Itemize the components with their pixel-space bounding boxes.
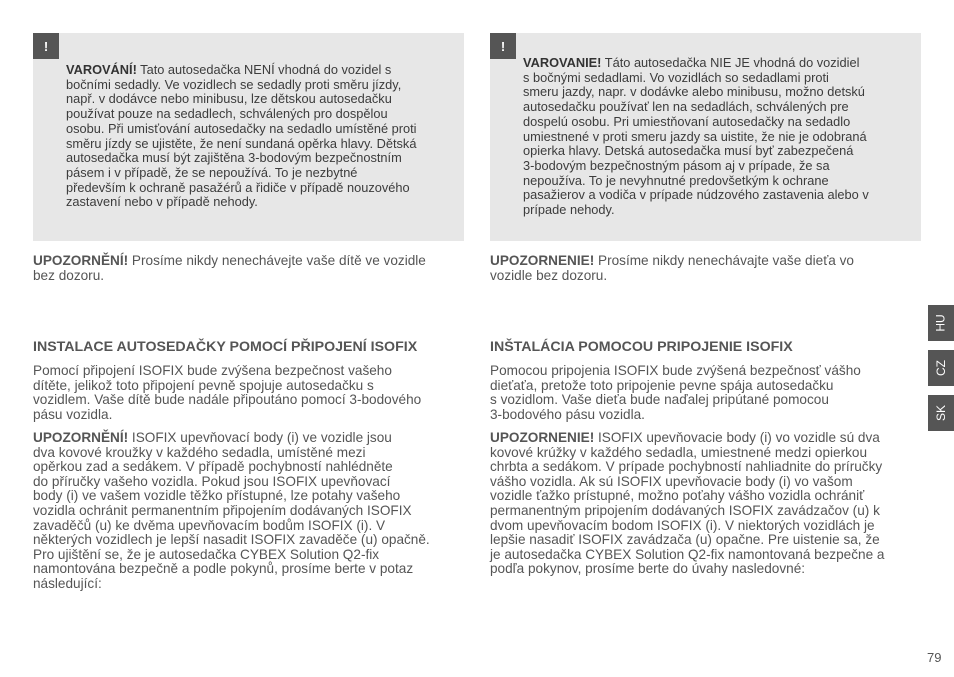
- paragraph-lead: UPOZORNENIE!: [490, 430, 595, 445]
- language-tab-sk[interactable]: SK: [928, 395, 954, 431]
- paragraph-notice-sk: UPOZORNENIE! ISOFIX upevňovacie body (i) vo vozidle sú dva kovové krúžky v každého sedadla, umiestnené medzi opierkou chrbta a sedákom. V prípade pochybností nahliadnite do príručky vášho vozidla. Ak sú ISOFIX upevňovacie body (i) vo vašom vozidle ťažko prístupné, možno poťahy vášho vozidla ochrániť permanentným pripojením dodávaných ISOFIX zavádzačov (u) k dvom upevňovacím bodom ISOFIX (i). V niektorých vozidlách je lepšie nasadiť ISOFIX zavádzača (u) opačne. Pre uistenie sa, že je autosedačka CYBEX Solution Q2-fix namontovaná bezpečne a podľa pokynov, prosíme berte do úvahy nasledovné:: [490, 430, 885, 577]
- warning-text-sk: VAROVANIE! Táto autosedačka NIE JE vhodná do vozidiel s bočnými sedadlami. Vo vozidlách so sedadlami proti smeru jazdy, napr. v dodávke alebo minibusu, možno detskú autosedačku používať len na sedadlách, schválených pre dospelú osobu. Pri umiestňovaní autosedačky na sedadlo umiestnené v proti smeru jazdy sa uistite, že nie je odobraná opierka hlavy. Detská autosedačka musí byť zabezpečená 3-bodovým bezpečnostným pásom aj v prípade, že sa nepoužíva. To je nevyhnutné predovšetkým k ochrane pasažierov a vodiča v prípade núdzového zastavenia alebo v prípade nehody.: [523, 55, 869, 218]
- warning-box-cz: [33, 33, 464, 241]
- paragraph-lead: UPOZORNĚNÍ!: [33, 430, 129, 445]
- note-sk: UPOZORNENIE! Prosíme nikdy nenechávajte vaše dieťa vo vozidle bez dozoru.: [490, 253, 854, 283]
- language-tab-hu[interactable]: HU: [928, 305, 954, 341]
- warning-lead: VAROVANIE!: [523, 55, 602, 70]
- language-tab-cz[interactable]: CZ: [928, 350, 954, 386]
- note-lead: UPOZORNENIE!: [490, 253, 595, 268]
- paragraph-intro-sk: Pomocou pripojenia ISOFIX bude zvýšená bezpečnosť vášho dieťaťa, pretože toto pripojenie pevne spája autosedačku s vozidlom. Vaše dieťa bude naďalej pripútané pomocou 3-bodového pásu vozidla.: [490, 363, 861, 422]
- warning-lead: VAROVÁNÍ!: [66, 62, 137, 77]
- warning-box-sk: [490, 33, 921, 241]
- warning-icon: !: [33, 33, 59, 59]
- warning-icon: !: [490, 33, 516, 59]
- page-number: 79: [927, 650, 942, 665]
- paragraph-intro-cz: Pomocí připojení ISOFIX bude zvýšena bezpečnost vašeho dítěte, jelikož toto připojení pevně spojuje autosedačku s vozidlem. Vaše dítě bude nadále připoutáno pomocí 3-bodového pásu vozidla.: [33, 363, 422, 422]
- warning-text-cz: VAROVÁNÍ! Tato autosedačka NENÍ vhodná do vozidel s bočními sedadly. Ve vozidlech se sedadly proti směru jízdy, např. v dodávce nebo minibusu, lze dětskou autosedačku používat pouze na sedadlech, schválených pro dospělou osobu. Při umisťování autosedačky na sedadlo umístěné proti směru jízdy se ujistěte, že není sundaná opěrka hlavy. Dětská autosedačka musí být zajištěna 3-bodovým bezpečnostním pásem i v případě, že se nepoužívá. To je nezbytné především k ochraně pasažérů a řidiče v případě nouzového zastavení nebo v případě nehody.: [66, 62, 417, 210]
- paragraph-notice-cz: UPOZORNĚNÍ! ISOFIX upevňovací body (i) ve vozidle jsou dva kovové kroužky v každého sedadla, umístěné mezi opěrkou zad a sedákem. V případě pochybností nahlédněte do příručky vašeho vozidla. Pokud jsou ISOFIX upevňovací body (i) ve vašem vozidle těžko přístupné, lze potahy vašeho vozidla ochránit permanentním připojením dodávaných ISOFIX zavaděčů (u) ke dvěma upevňovacím bodům ISOFIX (i). V některých vozidlech je lepší nasadit ISOFIX zavaděče (u) opačně. Pro ujištění se, že je autosedačka CYBEX Solution Q2-fix namontována bezpečně a podle pokynů, prosíme berte v potaz následující:: [33, 430, 430, 591]
- section-heading-cz: INSTALACE AUTOSEDAČKY POMOCÍ PŘIPOJENÍ ISOFIX: [33, 339, 418, 355]
- note-cz: UPOZORNĚNÍ! Prosíme nikdy nenechávejte vaše dítě ve vozidle bez dozoru.: [33, 253, 426, 283]
- note-lead: UPOZORNĚNÍ!: [33, 253, 129, 268]
- section-heading-sk: INŠTALÁCIA POMOCOU PRIPOJENIE ISOFIX: [490, 339, 793, 355]
